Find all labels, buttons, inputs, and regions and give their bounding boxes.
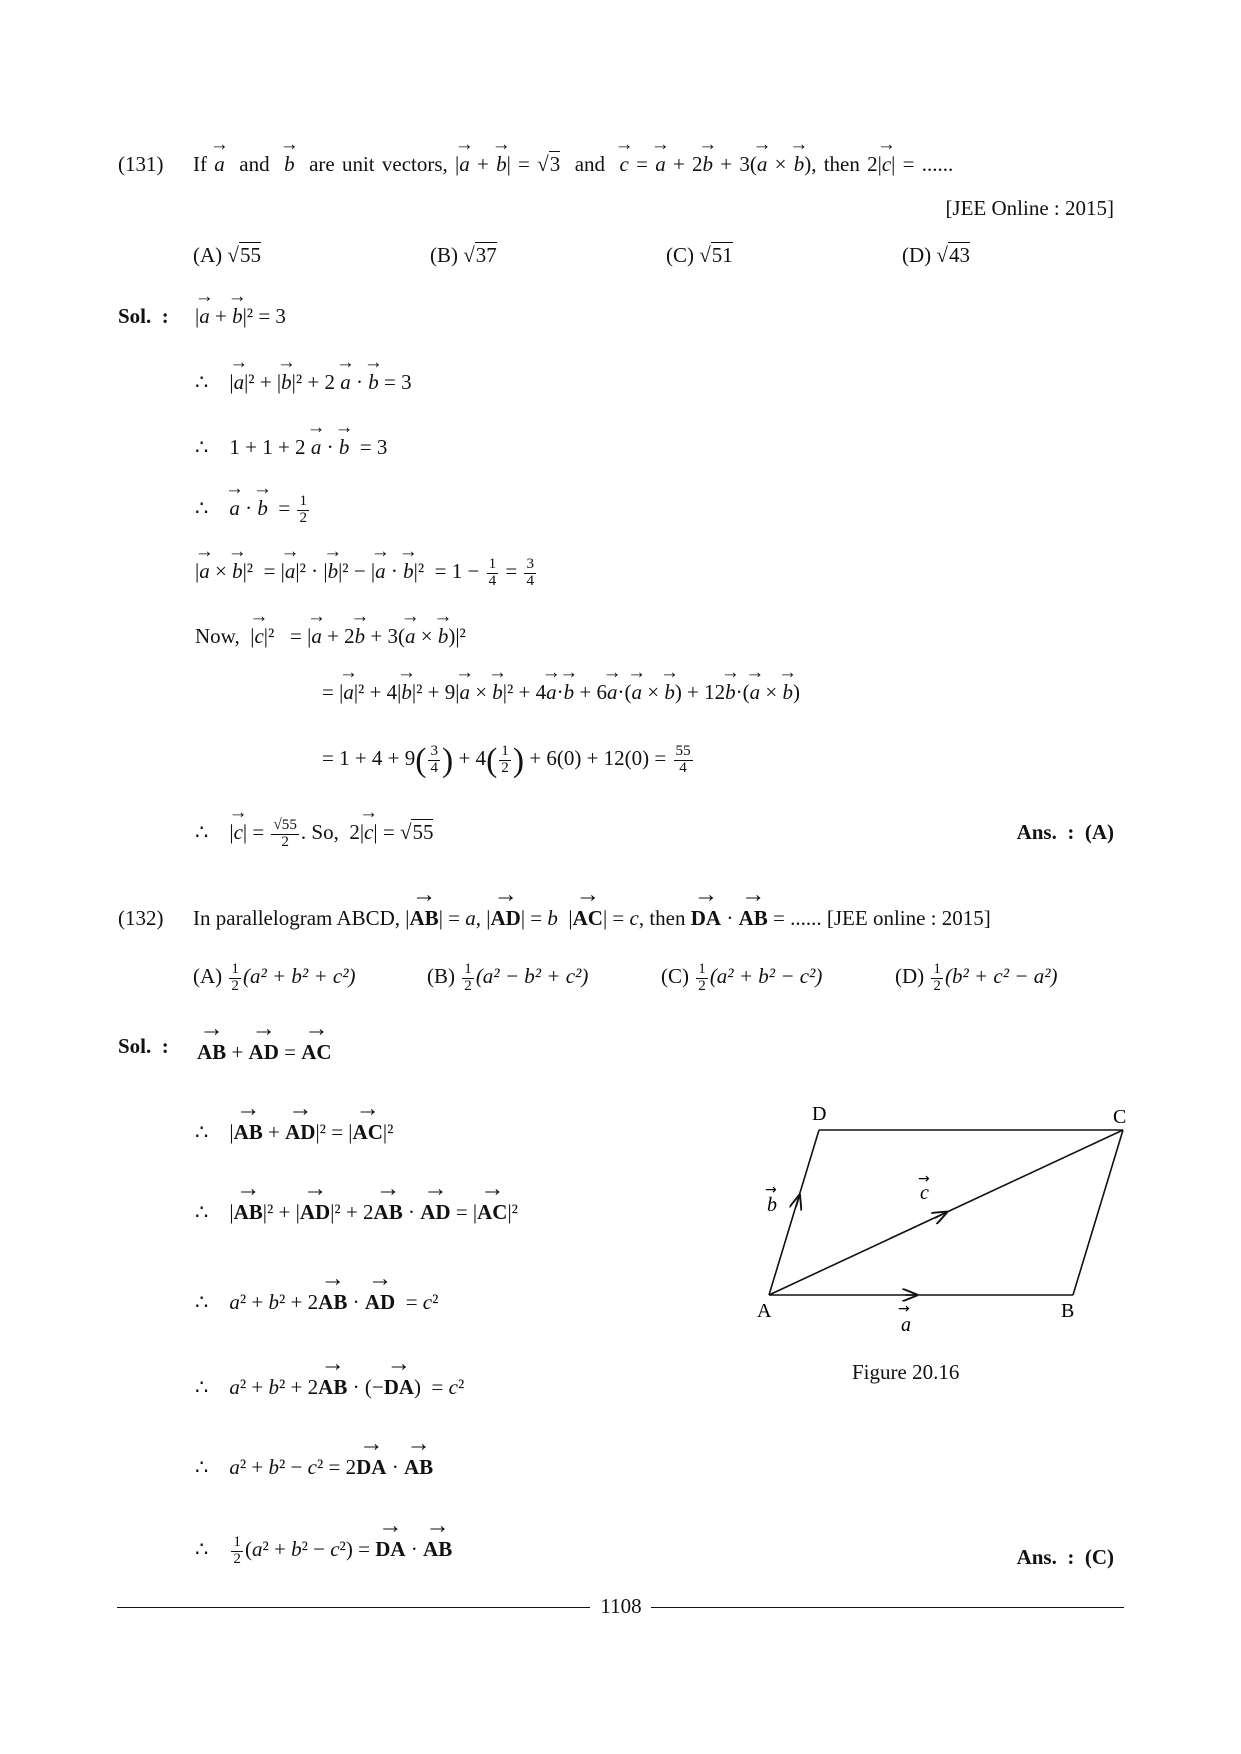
vector-a-label: a [901,1314,911,1336]
page-number: 1108 [600,1594,642,1618]
q131-sol-step-1: |→ a + → b|² = 3 [195,304,286,329]
q131-sol-step-2: ∴ |→ a|² + |→ b|² + 2 → a · → b = 3 [195,370,412,395]
q132-sol-step-5: ∴ a² + b² + 2→ AB · (−→ DA) = c² [195,1375,464,1400]
parallelogram-figure [755,1095,1135,1355]
q131-and: and [239,152,270,176]
q132-sol-step-2: ∴ |→ AB + → AD|² = |→ AC|² [195,1120,393,1145]
q131-option-b: (B) √37 [430,243,497,267]
vertex-a-label: A [757,1300,772,1322]
q132-option-b: (B) $\frac{1}{2}$ (a² − b² + c²) [427,961,589,994]
vector-b-label: b [767,1194,777,1216]
q131-unit-vectors: are unit vectors, [309,152,448,176]
q132-option-d: (D) $\frac{1}{2}$ (b² + c² − a²) [895,961,1058,994]
q132-sol-step-1: → AB + → AD = → AC [197,1040,332,1065]
q131-option-a: (A) √55 [193,243,261,267]
q131-then: , then [811,152,860,176]
vertex-c-label: C [1113,1106,1127,1128]
q131-answer: Ans. : (A) [1016,820,1114,844]
q132-option-a: (A) $\frac{1}{2}$ (a² + b² + c²) [193,961,356,994]
vector-c-label: c [920,1182,929,1204]
q132-then: , then [638,906,686,930]
footer-rule-left [117,1607,590,1608]
footer-rule-right [651,1607,1124,1608]
q131-sol-step-9: ∴ |→ c| = $\frac{√55}{2}$ . So, 2|→ c| = √55 [195,818,433,851]
q132-number: (132) [118,906,164,930]
figure-caption: Figure 20.16 [852,1360,960,1384]
q131-statement: If → a and → b are unit vectors, |→ a + → b| = √3 and → c = → a + 2→ b + 3(→ a × → b), then 2|→ c| = ...... [193,152,953,177]
q131-option-d: (D) √43 [902,243,970,267]
q132-sol-step-4: ∴ a² + b² + 2→ AB · → AD = c² [195,1290,438,1315]
q131-number: (131) [118,152,164,176]
q131-sol-step-4: ∴ → a · → b = $\frac{1}{2}$ [195,494,311,527]
edge-bc [1073,1130,1123,1295]
vector-b-arrow: → [765,1182,777,1198]
q131-source: [JEE Online : 2015] [945,196,1114,220]
arrow-c-marker [935,1213,945,1218]
q132-tail: = ...... [JEE online : 2015] [773,906,991,930]
q131-and-2: and [574,152,606,176]
q131-if: If [193,152,207,176]
q132-sol-label: Sol. : [118,1034,169,1058]
vector-c-arrow: → [918,1171,930,1187]
q132-option-c: (C) $\frac{1}{2}$ (a² + b² − c²) [661,961,823,994]
q131-sol-step-3: ∴ 1 + 1 + 2 → a · → b = 3 [195,435,387,460]
diagonal-ac [769,1130,1123,1295]
q131-sol-label: Sol. : [118,304,169,328]
q131-sol-step-8: = 1 + 4 + 9( $\frac{3}{4}$ ) + 4( $\frac{1}{2}$ ) + 6(0) + 12(0) = $\frac{55}{4}$ [322,742,691,779]
q132-intro: In parallelogram ABCD, [193,906,401,930]
q132-sol-step-3: ∴ |→ AB|² + |→ AD|² + 2→ AB · → AD = |→ AC|² [195,1200,518,1225]
q132-answer: Ans. : (C) [1016,1545,1114,1569]
q131-sol-step-7: = |→ a|² + 4|→ b|² + 9|→ a × → b|² + 4→ a·→ b + 6→ a·(→ a × → b) + 12→ b·(→ a × → b) [322,680,800,705]
q132-statement: In parallelogram ABCD, |→ AB| = a, |→ AD| = b |→ AC| = c, then → DA · → AB = ...... [JEE online : 2015] [193,906,991,931]
q131-sol-step-6: Now, |→ c|² = |→ a + 2→ b + 3(→ a × → b)|² [195,624,466,649]
vertex-d-label: D [812,1103,827,1125]
q132-sol-step-6: ∴ a² + b² − c² = 2→ DA · → AB [195,1455,433,1480]
vertex-b-label: B [1061,1300,1075,1322]
q132-sol-step-7: ∴ $\frac{1}{2}$ (a² + b² − c²) = → DA · → AB [195,1535,452,1568]
q131-eq-dots: = ...... [902,152,954,176]
q131-option-c: (C) √51 [666,243,733,267]
vector-a-arrow: → [898,1301,910,1317]
q131-sol-step-5: |→ a × → b|² = |→ a|² · |→ b|² − |→ a · → b|² = 1 − $\frac{1}{4}$ = $\frac{3}{4}$ [195,557,538,590]
